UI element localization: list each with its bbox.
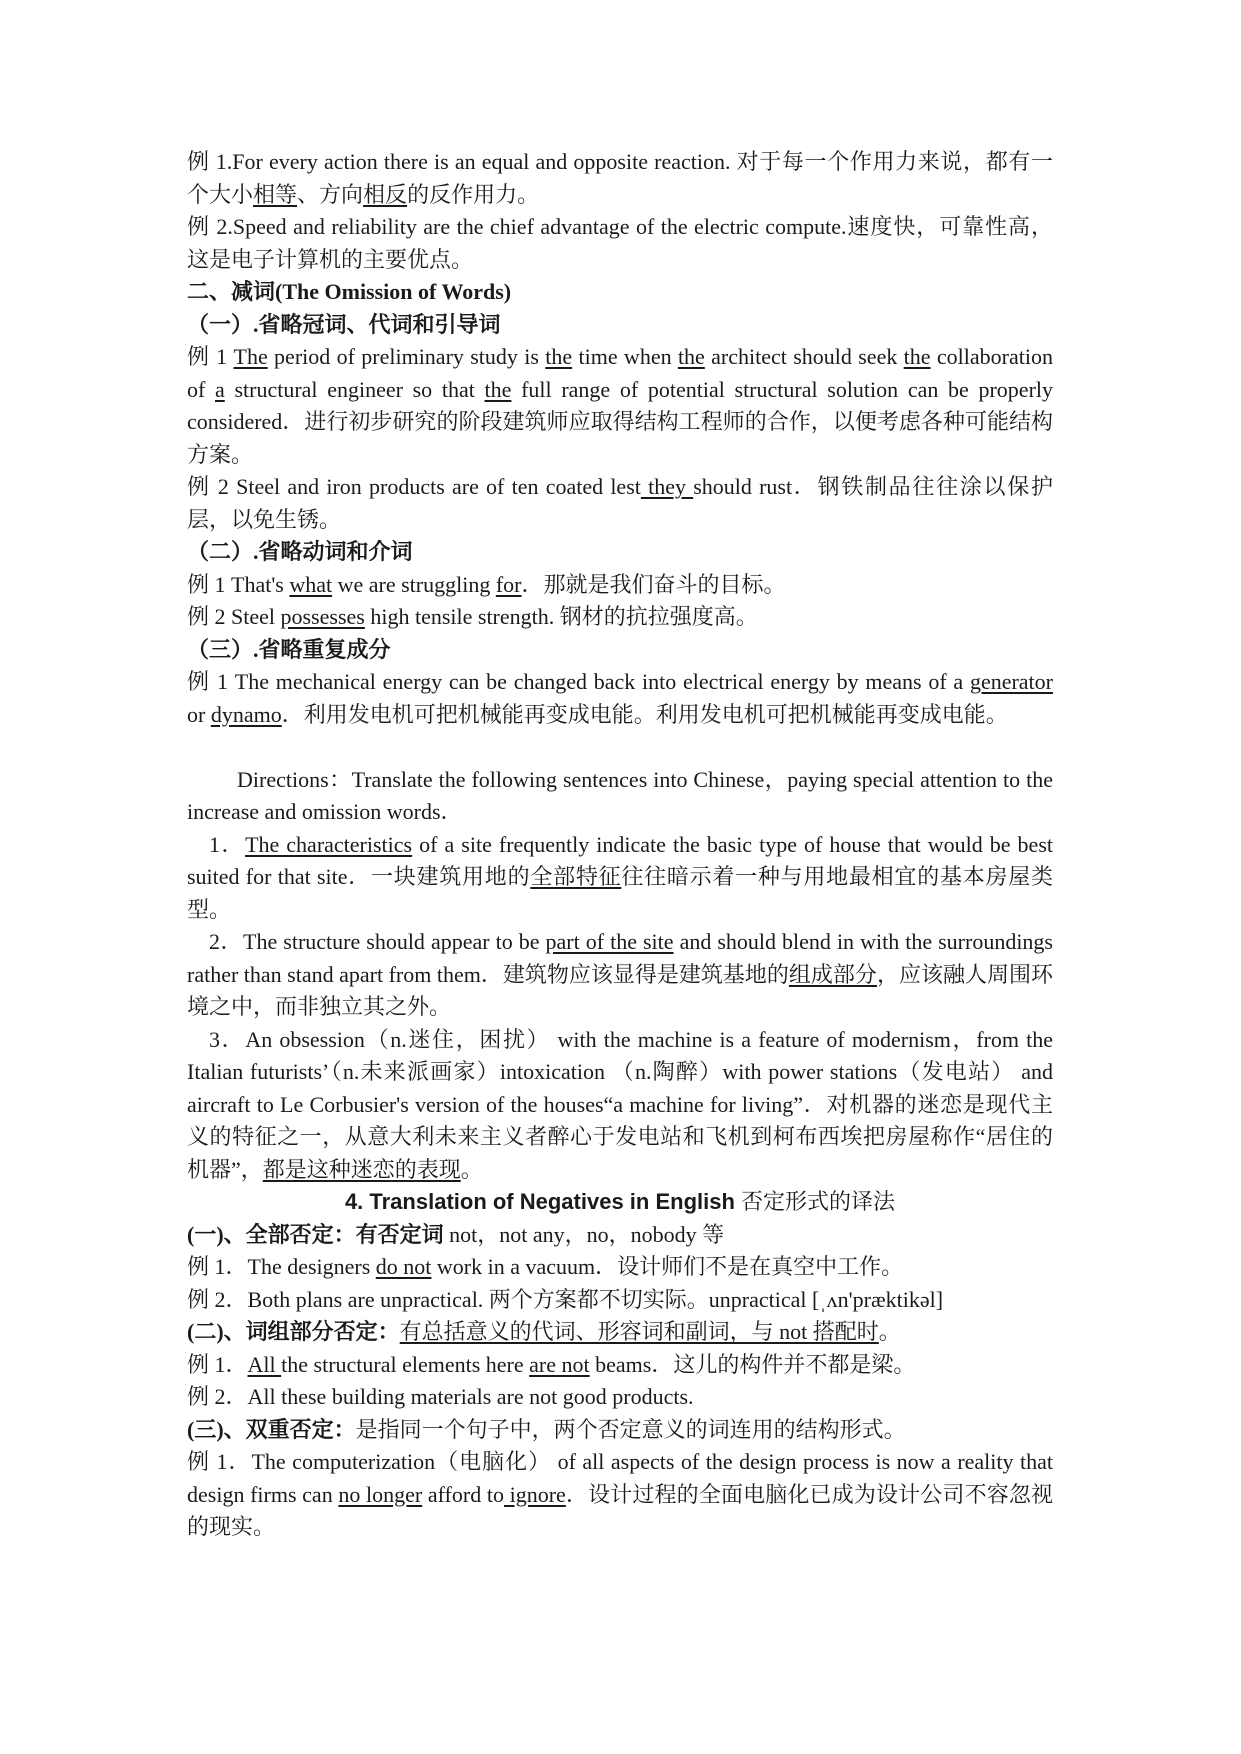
section-heading	[187, 536, 1053, 569]
paragraph	[187, 1381, 1053, 1414]
paragraph	[187, 829, 1053, 927]
text-run: ．设计过程的全面电脑化已成为设计公司不容忽视的现实。	[187, 1481, 1054, 1539]
section-heading	[187, 634, 1053, 667]
text-run: high tensile strength. 钢材的抗拉强度高。	[364, 604, 758, 629]
paragraph	[187, 569, 1053, 602]
text-run: beams．这儿的构件并不都是梁。	[589, 1351, 916, 1377]
text-run: 。	[878, 1319, 901, 1344]
text-run: 例 2.Speed and reliability are the chief advantage of the electric compute.速度快，可靠性高，这是电子计算机的主要优点。	[187, 214, 1053, 272]
underlined-text: 全部特征	[530, 864, 622, 889]
section-heading	[187, 276, 1053, 309]
text-run: 例 2 Steel	[187, 604, 281, 629]
paragraph	[187, 1024, 1053, 1187]
text-run: time when	[572, 344, 678, 369]
text-run: work in a vacuum．设计师们不是在真空中工作。	[431, 1254, 904, 1279]
paragraph	[187, 1316, 1053, 1349]
underlined-text: possesses	[280, 604, 365, 629]
section-heading	[187, 1186, 1053, 1219]
text-run: （二）.省略动词和介词	[187, 539, 413, 564]
text-run: 的反作用力。	[407, 181, 540, 207]
text-run: (三)、双重否定：	[187, 1416, 356, 1442]
underlined-text: do not	[375, 1254, 432, 1279]
text-run: 例 1．The computerization（电脑化） of all aspects of the design process is now a reality that design firms can	[187, 1449, 1053, 1507]
underlined-text: are not	[529, 1351, 590, 1377]
text-run: Directions：Translate the following sentences into Chinese，paying special attention to the increase and omission words．	[187, 766, 1053, 824]
paragraph	[187, 666, 1053, 731]
text-run: （三）.省略重复成分	[187, 636, 391, 662]
paragraph	[187, 341, 1053, 471]
underlined-text: they	[640, 474, 694, 499]
text-run: architect should seek	[704, 344, 904, 369]
text-run: 例 1.For every action there is an equal and opposite reaction. 对于每一个作用力来说，都有一个大小	[187, 149, 1053, 207]
underlined-text: a	[215, 376, 225, 402]
text-run: the structural elements here	[281, 1351, 530, 1377]
text-run: 例 1 That's	[187, 571, 290, 597]
text-run: 。	[460, 1156, 483, 1182]
underlined-text: ignore	[503, 1481, 566, 1507]
underlined-text: the	[903, 344, 931, 369]
underlined-text: the	[484, 376, 512, 402]
text-run: full range of potential structural solution can be properly considered．进行初步研究的阶段建筑师应取得结构工程师的合作，以便考虑各种可能结构方案。	[187, 376, 1054, 467]
text-run: afford to	[422, 1481, 504, 1507]
paragraph	[187, 764, 1053, 829]
underlined-text: 有总括意义的代词、形容词和副词，与 not 搭配时	[399, 1319, 879, 1344]
text-run: ．利用发电机可把机械能再变成电能。利用发电机可把机械能再变成电能。	[281, 701, 1008, 727]
underlined-text: 相等	[253, 181, 298, 207]
text-run: 例 2．Both plans are unpractical. 两个方案都不切实际。unpractical [ˌʌn'præktikəl]	[187, 1286, 944, 1312]
text-run: 例 2 Steel and iron products are of ten coated lest	[187, 474, 641, 499]
underlined-text: dynamo	[210, 701, 282, 727]
underlined-text: generator	[969, 669, 1053, 694]
underlined-text: 组成部分	[788, 961, 877, 987]
underlined-text: the	[545, 344, 573, 369]
underlined-text: what	[289, 571, 333, 597]
text-run: (一)、全部否定：有否定词	[187, 1221, 444, 1247]
text-run: period of preliminary study is	[267, 344, 546, 369]
text-run: collaboration of	[187, 344, 1053, 402]
text-run: 例 1．	[187, 1351, 248, 1377]
blank-line	[187, 731, 1053, 764]
paragraph	[187, 1446, 1053, 1544]
text-run: 否定形式的译法	[741, 1189, 896, 1214]
paragraph	[187, 211, 1053, 276]
paragraph	[187, 601, 1053, 634]
text-run: 2．The structure should appear to be	[209, 929, 546, 954]
underlined-text: All	[247, 1351, 282, 1377]
text-run: 4. Translation of Negatives in English	[344, 1189, 742, 1214]
text-run: we are struggling	[332, 571, 496, 597]
underlined-text: The	[233, 344, 268, 369]
section-heading	[187, 309, 1053, 342]
text-run: （一）.省略冠词、代词和引导词	[187, 311, 501, 337]
text-run: 往往暗示着一种与用地最相宜的基本房屋类型。	[187, 864, 1053, 922]
text-run: 例 2．All these building materials are not good products.	[187, 1384, 694, 1409]
underlined-text: for	[495, 571, 522, 597]
paragraph	[187, 1414, 1053, 1447]
text-run: 例 1 The mechanical energy can be changed back into electrical energy by means of a	[187, 669, 970, 694]
text-run: structural engineer so that	[224, 376, 485, 402]
text-run: 、方向	[297, 181, 364, 207]
underlined-text: no longer	[338, 1481, 423, 1507]
text-run: 3．An obsession（n.迷住，困扰） with the machine is a feature of modernism，from the Italian futurists’（n.未来派画家）intoxication （n.陶醉）with power stations（发电站） and aircraft to Le Corbusier's version of the houses“a machine for living”．对机器的迷恋是现代主义的特征之一，从意大利未来主义者醉心于发电站和飞机到柯布西埃把房屋称作“居住的机器”，	[187, 1026, 1053, 1182]
underlined-text: The characteristics	[245, 831, 413, 857]
text-run: and should blend in with the surroundings rather than stand apart from them．建筑物应该显得是建筑基地的	[187, 929, 1053, 987]
text-run: 1．	[209, 831, 246, 857]
text-run: 例 1．The designers	[187, 1254, 376, 1279]
text-run: (二)、词组部分否定：	[187, 1319, 400, 1344]
underlined-text: 都是这种迷恋的表现	[262, 1156, 461, 1182]
text-run: 例 1	[187, 344, 234, 369]
text-run: not，not any，no，nobody 等	[443, 1221, 725, 1247]
document-body	[187, 146, 1053, 1544]
paragraph	[187, 146, 1053, 211]
paragraph	[187, 926, 1053, 1024]
text-run: ，应该融人周围环境之中，而非独立其之外。	[187, 961, 1053, 1019]
paragraph	[187, 471, 1053, 536]
paragraph	[187, 1284, 1053, 1317]
text-run: should rust．钢铁制品往往涂以保护层，以免生锈。	[187, 474, 1053, 532]
underlined-text: 相反	[363, 181, 408, 207]
text-run: 是指同一个句子中，两个否定意义的词连用的结构形式。	[355, 1416, 906, 1442]
text-run: of a site frequently indicate the basic type of house that would be best suited for that site．一块建筑用地的	[187, 831, 1053, 889]
paragraph	[187, 1219, 1053, 1252]
text-run: ．那就是我们奋斗的目标。	[521, 571, 786, 597]
underlined-text: the	[677, 344, 705, 369]
text-run: 二、减词(The Omission of Words)	[187, 279, 512, 304]
underlined-text: part of the site	[545, 929, 674, 954]
text-run: or	[187, 701, 211, 727]
paragraph	[187, 1251, 1053, 1284]
paragraph	[187, 1349, 1053, 1382]
